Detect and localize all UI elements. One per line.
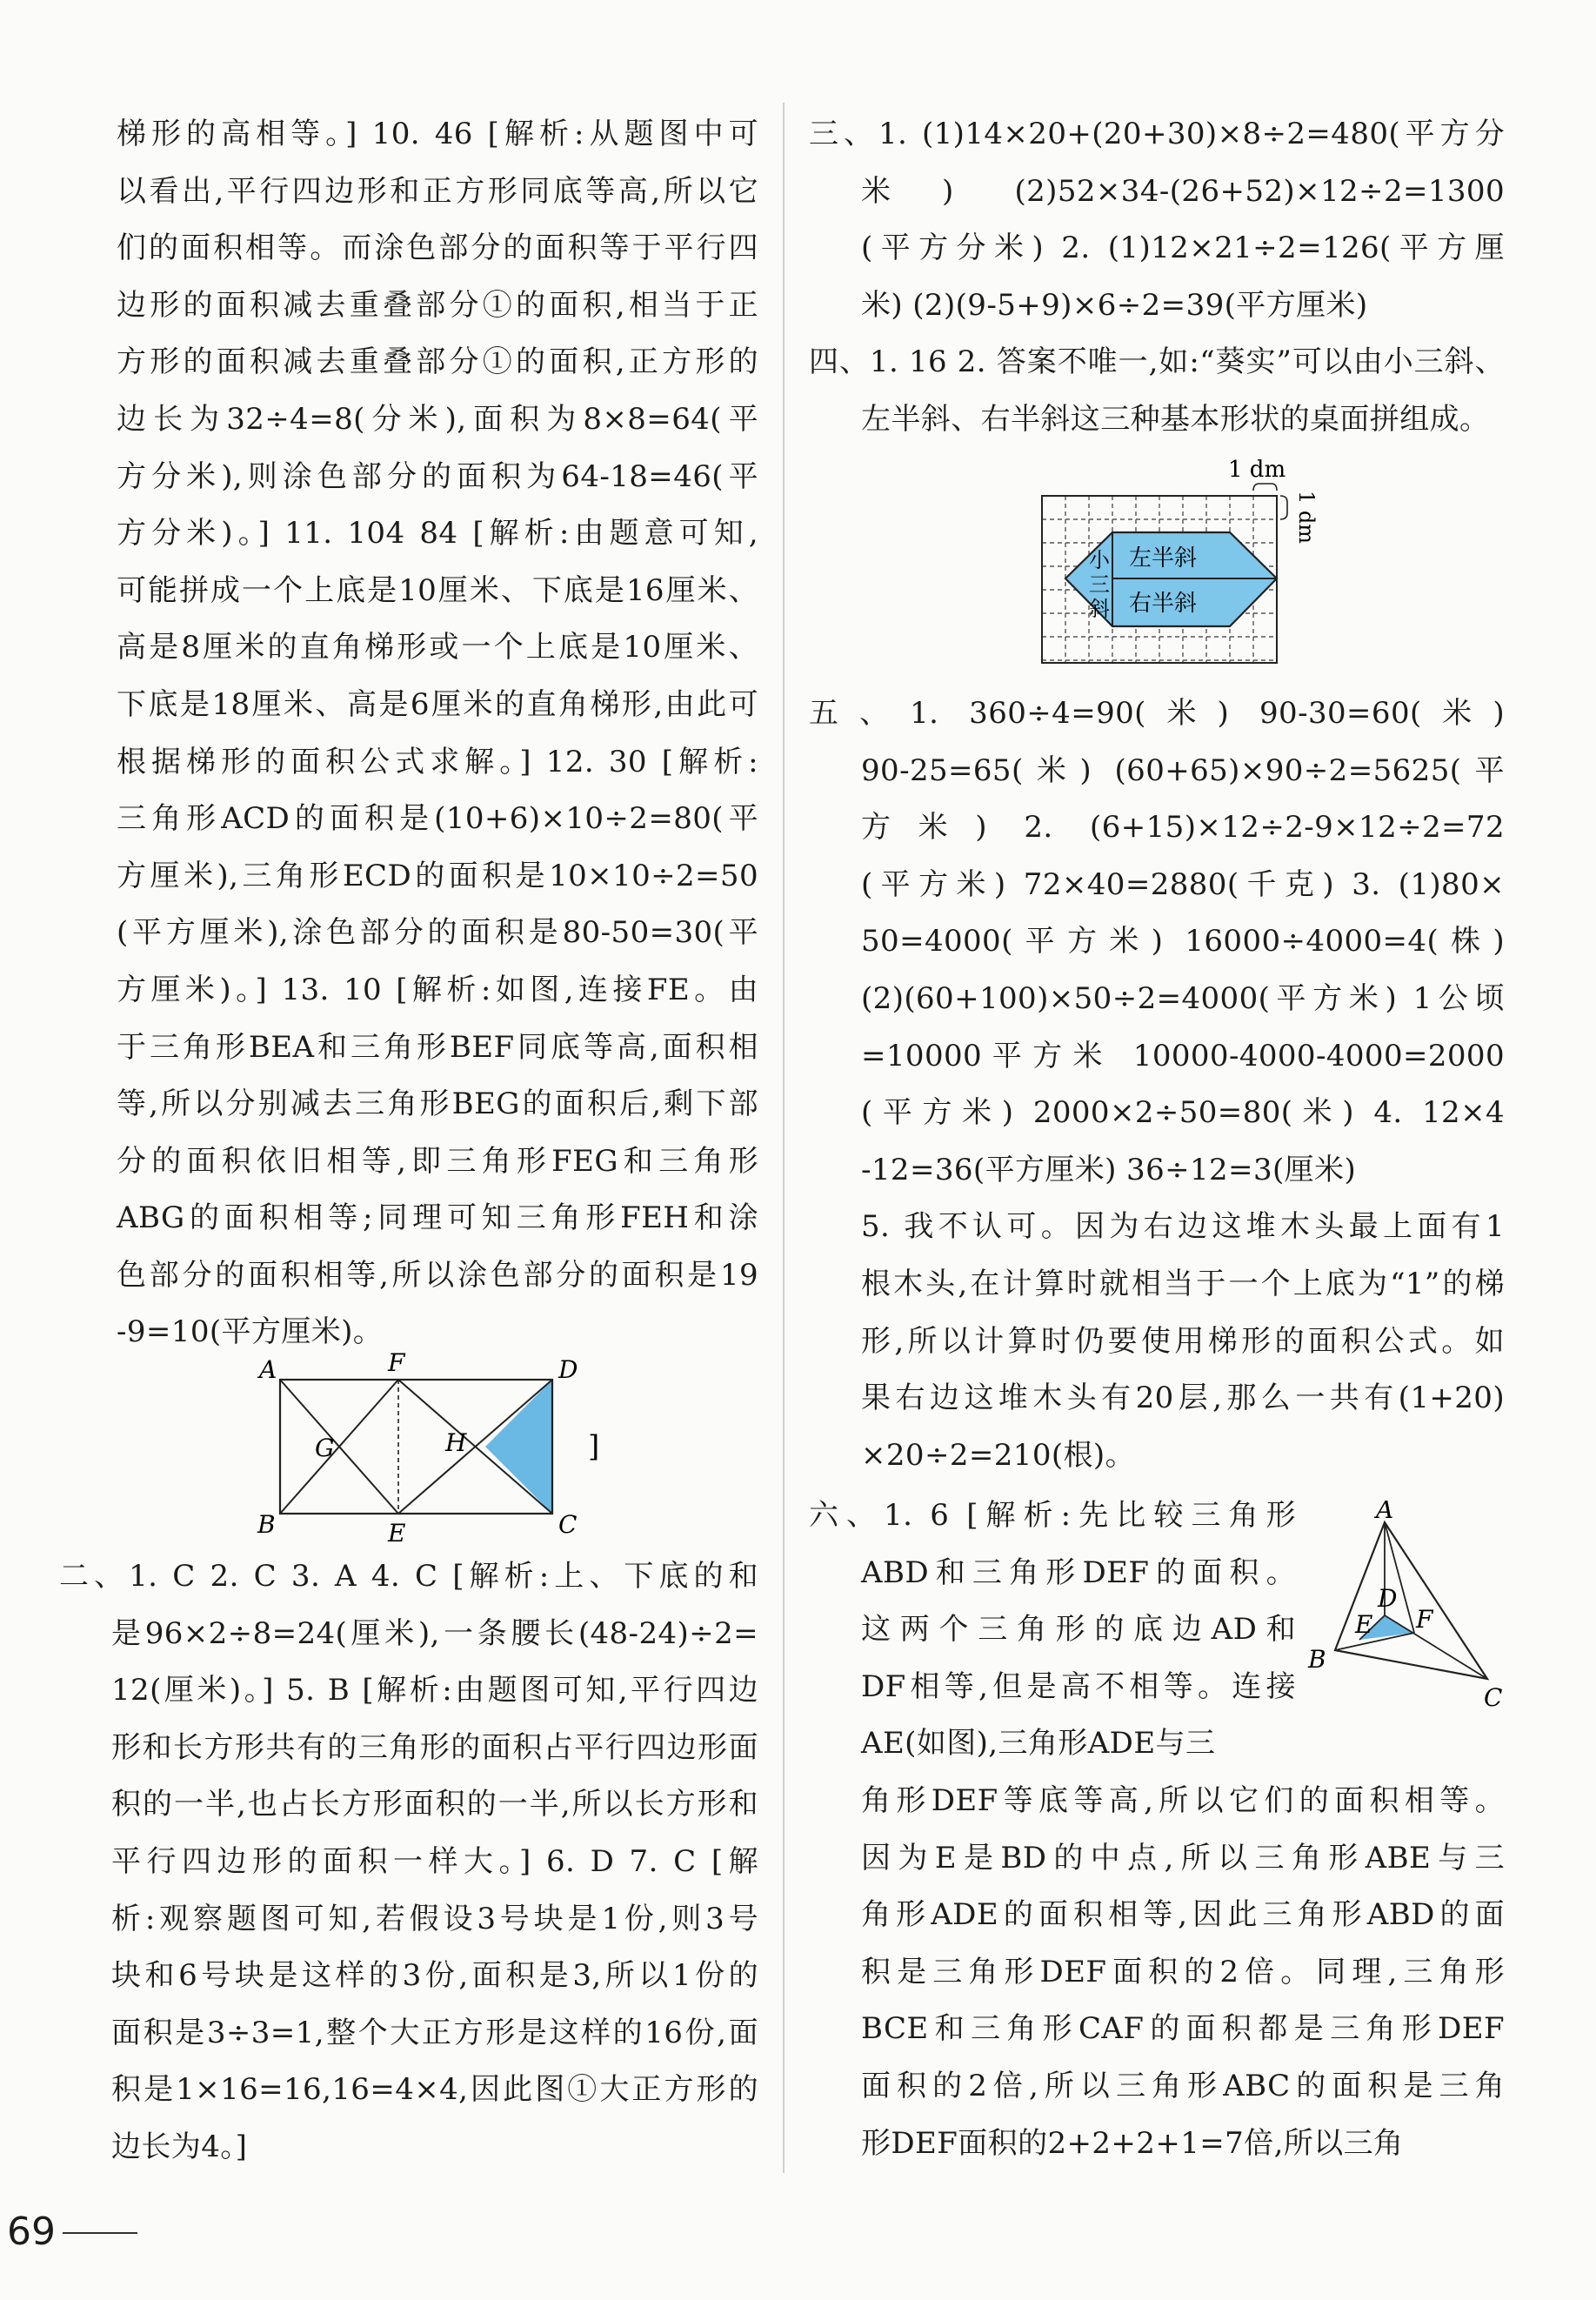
triangle-abc (1335, 1522, 1487, 1679)
text-line: 六、1. 6 [解析:先比较三角形 (809, 1498, 1296, 1533)
text-line: 积是三角形DEF面积的2倍。同理,三角形 (861, 1954, 1505, 1989)
page-number: 69 (7, 2210, 56, 2254)
text-line: 分的面积依旧相等,即三角形FEG和三角形 (117, 1143, 758, 1179)
rectangle-geometry-figure (252, 1348, 618, 1548)
text-line: 因为E是BD的中点,所以三角形ABE与三 (861, 1840, 1505, 1875)
text-line: 这两个三角形的底边AD和 (861, 1612, 1296, 1648)
right-text-block-1 (809, 106, 1505, 449)
text-line: 方形的面积减去重叠部分①的面积,正方形的 (117, 344, 758, 380)
text-line: 米) (2)52×34-(26+52)×12÷2=1300 (861, 173, 1505, 209)
label-small-tri-2: 三 (1089, 572, 1110, 597)
text-line: 根据梯形的面积公式求解。] 12. 30 [解析: (117, 744, 758, 779)
text-line: 于三角形BEA和三角形BEF同底等高,面积相 (117, 1029, 758, 1065)
unit-label-side: 1 dm (1294, 491, 1319, 545)
label-left-half: 左半斜 (1129, 545, 1198, 572)
text-line: 下底是18厘米、高是6厘米的直角梯形,由此可 (117, 686, 758, 722)
text-line: 形,所以计算时仍要使用梯形的面积公式。如 (861, 1323, 1505, 1359)
label-d: D (1378, 1584, 1398, 1613)
text-line: 方分米),则涂色部分的面积为64-18=46(平 (117, 458, 758, 494)
text-line: 50=4000(平方米) 16000÷4000=4(株) (861, 924, 1505, 959)
page-number-rule (63, 2232, 137, 2234)
bracket-mark: ] (588, 1429, 600, 1464)
text-line: 方厘米),三角形ECD的面积是10×10÷2=50 (117, 858, 758, 893)
text-line: 积的一半,也占长方形面积的一半,所以长方形和 (111, 1787, 758, 1822)
text-line: 五、1. 360÷4=90(米) 90-30=60(米) (809, 696, 1505, 731)
text-line: 等,所以分别减去三角形BEG的面积后,剩下部 (117, 1086, 758, 1122)
text-line: DF相等,但是高不相等。连接 (861, 1668, 1296, 1704)
text-line: 角形ADE的面积相等,因此三角形ABD的面 (861, 1897, 1505, 1933)
text-line: 平行四边形的面积一样大。] 6. D 7. C [解 (111, 1843, 758, 1879)
text-line: -12=36(平方厘米) 36÷12=3(厘米) (861, 1152, 1357, 1187)
text-line: -9=10(平方厘米)。 (117, 1314, 384, 1350)
text-line: 形和长方形共有的三角形的面积占平行四边形面 (111, 1729, 758, 1765)
left-column (117, 106, 758, 1361)
text-line: 色部分的面积相等,所以涂色部分的面积是19 (117, 1257, 758, 1293)
text-line: 边长为4。] (111, 2129, 248, 2164)
text-line: 高是8厘米的直角梯形或一个上底是10厘米、 (117, 630, 758, 665)
text-line: 四、1. 16 2. 答案不唯一,如:“葵实”可以由小三斜、 (809, 344, 1505, 380)
label-b: B (1308, 1645, 1326, 1674)
text-line: 根木头,在计算时就相当于一个上底为“1”的梯 (861, 1266, 1505, 1301)
text-line: (2)(60+100)×50÷2=4000(平方米) 1公顷 (861, 980, 1505, 1016)
label-d: D (558, 1355, 578, 1384)
text-line: 以看出,平行四边形和正方形同底等高,所以它 (117, 173, 758, 209)
text-line: 面积的2倍,所以三角形ABC的面积是三角 (861, 2068, 1505, 2103)
left-text-block-1 (117, 106, 758, 1361)
text-line: ABG的面积相等;同理可知三角形FEH和涂 (117, 1200, 758, 1236)
label-a: A (259, 1355, 277, 1384)
text-line: 形DEF面积的2+2+2+1=7倍,所以三角 (861, 2125, 1404, 2161)
text-line: 边长为32÷4=8(分米),面积为8×8=64(平 (117, 401, 758, 437)
text-line: 米) (2)(9-5+9)×6÷2=39(平方厘米) (861, 287, 1368, 323)
text-line: 90-25=65(米) (60+65)×90÷2=5625(平 (861, 752, 1505, 788)
label-f: F (388, 1348, 405, 1377)
label-h: H (445, 1428, 467, 1457)
text-line: AE(如图),三角形ADE与三 (861, 1726, 1216, 1762)
shaded-triangle (485, 1380, 552, 1514)
column-divider (783, 103, 785, 2173)
label-a: A (1376, 1501, 1394, 1524)
text-line: 角形DEF等底等高,所以它们的面积相等。 (861, 1783, 1505, 1818)
label-right-half: 右半斜 (1129, 591, 1198, 617)
label-g: G (315, 1434, 335, 1462)
label-e: E (1355, 1610, 1373, 1639)
text-line: (平方米) 2000×2÷50=80(米) 4. 12×4 (861, 1095, 1505, 1131)
label-small-tri-3: 斜 (1089, 597, 1110, 621)
label-b: B (257, 1510, 276, 1539)
text-line: 左半斜、右半斜这三种基本形状的桌面拼组成。 (861, 401, 1490, 437)
text-line: (平方分米) 2. (1)12×21÷2=126(平方厘 (861, 231, 1505, 266)
text-line: 析:观察题图可知,若假设3号块是1份,则3号 (111, 1901, 758, 1936)
text-line: 方米) 2. (6+15)×12÷2-9×12÷2=72 (861, 810, 1505, 846)
text-line: 边形的面积减去重叠部分①的面积,相当于正 (117, 287, 758, 323)
text-line: 三、1. (1)14×20+(20+30)×8÷2=480(平方分 (809, 117, 1505, 151)
right-text-block-4 (861, 1773, 1505, 2172)
text-line: 二、1. C 2. C 3. A 4. C [解析:上、下底的和 (59, 1559, 758, 1594)
unit-brace-side (1280, 496, 1287, 519)
text-line: 块和6号块是这样的3份,面积是3,所以1份的 (111, 1958, 758, 1994)
unit-brace-top (1253, 484, 1277, 491)
grid-tabletop-figure (1026, 452, 1322, 670)
tri-vertex-labels (1307, 1501, 1502, 1712)
text-line: 可能拼成一个上底是10厘米、下底是16厘米、 (117, 572, 758, 608)
text-line: 12(厘米)。] 5. B [解析:由题图可知,平行四边 (111, 1673, 758, 1708)
text-line: 果右边这堆木头有20层,那么一共有(1+20) (861, 1381, 1505, 1416)
right-text-block-3 (809, 1488, 1296, 1773)
text-line: 三角形ACD的面积是(10+6)×10÷2=80(平 (117, 801, 758, 837)
text-line: ×20÷2=210(根)。 (861, 1437, 1135, 1473)
right-text-block-2 (809, 685, 1505, 1484)
unit-label-top: 1 dm (1228, 457, 1286, 483)
text-line: 方厘米)。] 13. 10 [解析:如图,连接FE。由 (117, 972, 758, 1007)
text-line: 是96×2÷8=24(厘米),一条腰长(48-24)÷2= (111, 1615, 758, 1651)
left-text-block-2 (59, 1548, 758, 2176)
triangle-geometry-figure (1305, 1501, 1505, 1718)
label-f: F (1416, 1605, 1433, 1634)
text-line: ABD和三角形DEF的面积。 (861, 1555, 1296, 1590)
text-line: (平方厘米),涂色部分的面积是80-50=30(平 (117, 915, 758, 951)
label-small-tri-1: 小 (1089, 548, 1110, 572)
text-line: 们的面积相等。而涂色部分的面积等于平行四 (117, 231, 758, 266)
left-column-section-2 (59, 1548, 758, 2176)
text-line: BCE和三角形CAF的面积都是三角形DEF (861, 2011, 1505, 2047)
text-line: (平方米) 72×40=2880(千克) 3. (1)80× (861, 866, 1505, 902)
text-line: 方分米)。] 11. 104 84 [解析:由题意可知, (117, 516, 758, 552)
right-column-section-3 (809, 1488, 1296, 1773)
text-line: 面积是3÷3=1,整个大正方形是这样的16份,面 (111, 2015, 758, 2050)
text-line: 5. 我不认可。因为右边这堆木头最上面有1 (861, 1209, 1505, 1245)
label-c: C (558, 1510, 578, 1539)
right-column-section-2 (809, 685, 1505, 1484)
text-line: 梯形的高相等。] 10. 46 [解析:从题图中可 (117, 117, 758, 151)
right-column-section-4 (861, 1773, 1505, 2172)
text-line: =10000平方米 10000-4000-4000=2000 (861, 1038, 1505, 1073)
right-column (809, 106, 1505, 449)
label-c: C (1484, 1683, 1503, 1712)
text-line: 积是1×16=16,16=4×4,因此图①大正方形的 (111, 2072, 758, 2108)
label-e: E (388, 1519, 406, 1548)
